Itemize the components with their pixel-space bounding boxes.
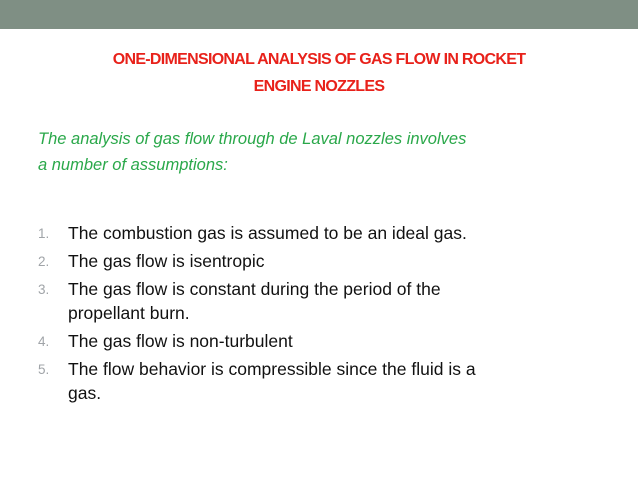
list-item <box>38 249 598 273</box>
list-item-text: The gas flow is non-turbulent <box>68 331 293 351</box>
list-item-text: The flow behavior is compressible since the fluid is a <box>68 359 476 379</box>
list-item <box>38 329 598 353</box>
list-item-text: The gas flow is isentropic <box>68 251 265 271</box>
slide-title-line: ENGINE NOZZLES <box>253 78 385 95</box>
list-item-text: The combustion gas is assumed to be an ideal gas. <box>68 223 467 243</box>
slide-title <box>20 46 618 100</box>
list-number: 3. <box>38 282 50 297</box>
list-item-text: gas. <box>68 383 102 403</box>
intro-text <box>38 126 618 178</box>
intro-line: a number of assumptions: <box>38 156 228 174</box>
top-bar <box>0 0 638 29</box>
list-item-text: The gas flow is constant during the period of the <box>68 279 441 299</box>
list-number: 1. <box>38 226 50 241</box>
list-item-text: propellant burn. <box>68 303 190 323</box>
list-item <box>38 221 598 245</box>
list-number: 5. <box>38 362 50 377</box>
list-number: 2. <box>38 254 50 269</box>
list-item <box>38 357 598 405</box>
slide-title-line: ONE-DIMENSIONAL ANALYSIS OF GAS FLOW IN ROCKET <box>112 51 526 68</box>
list-item <box>38 277 598 325</box>
intro-line: The analysis of gas flow through de Laval nozzles involves <box>38 130 467 148</box>
list-number: 4. <box>38 334 50 349</box>
assumptions-list <box>38 221 598 409</box>
